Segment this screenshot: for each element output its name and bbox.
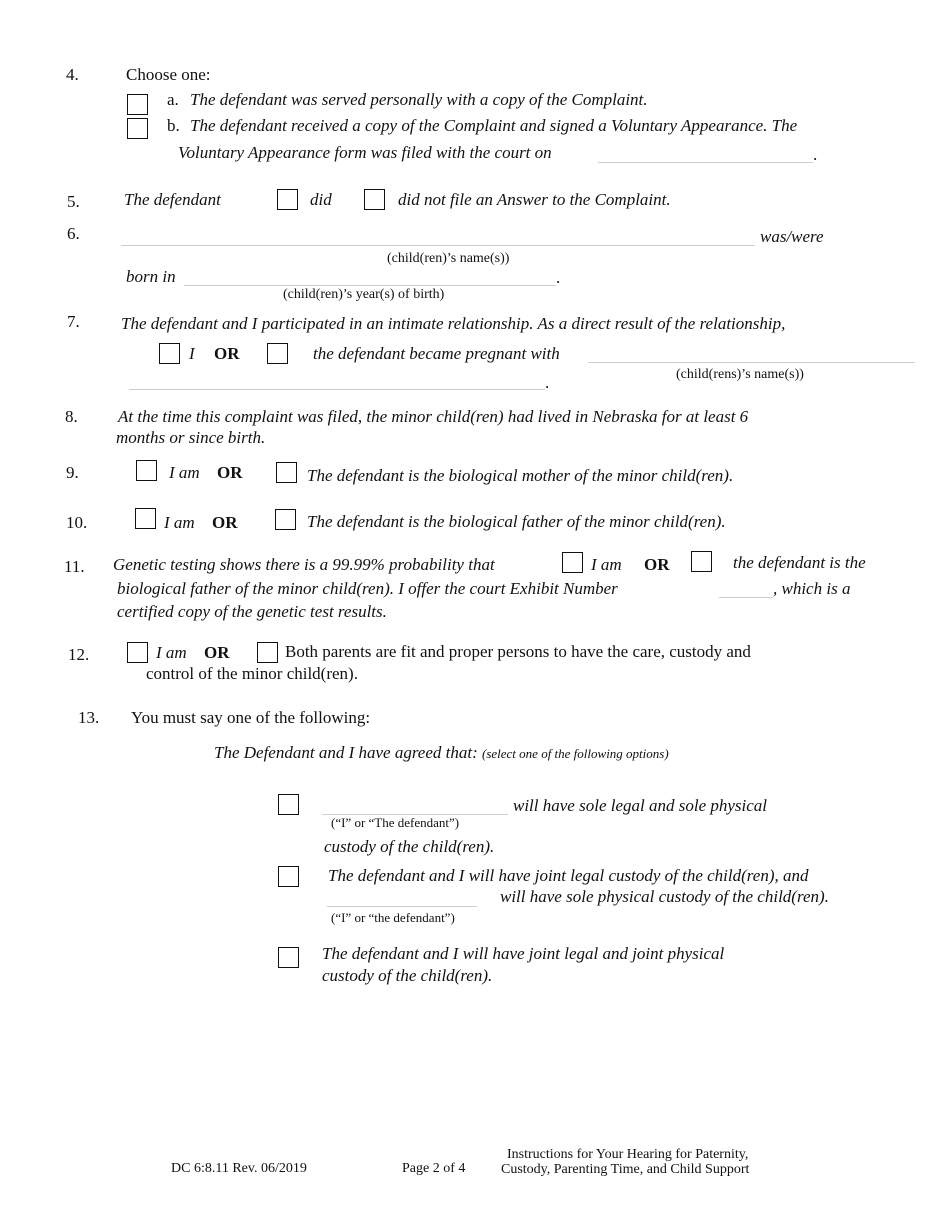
item-10-i-am-label: I am [164, 513, 195, 532]
custody-option-2-caption: (“I” or “the defendant”) [331, 910, 455, 925]
item-11-line2-end: , which is a [773, 579, 851, 598]
item-11-or: OR [644, 555, 670, 574]
item-4a-text: The defendant was served personally with a copy of the Complaint. [190, 90, 648, 109]
item-12-or: OR [204, 643, 230, 662]
item-11-i-am-label: I am [591, 555, 622, 574]
item-4-prompt: Choose one: [126, 65, 211, 84]
item-13-number: 13. [78, 708, 100, 727]
item-11-exhibit-number-field[interactable] [719, 597, 773, 598]
custody-option-1-line2: custody of the child(ren). [324, 837, 495, 856]
item-4b-date-field[interactable] [598, 162, 813, 163]
item-11-defendant-checkbox[interactable] [691, 551, 712, 572]
item-10-text: The defendant is the biological father of the minor child(ren). [307, 512, 726, 531]
item-5-did-not-label: did not file an Answer to the Complaint. [398, 190, 671, 209]
item-5-number: 5. [67, 192, 80, 211]
custody-option-1-text: will have sole legal and sole physical [513, 796, 768, 815]
footer-form-id: DC 6:8.11 Rev. 06/2019 [171, 1161, 307, 1176]
footer-page-number: Page 2 of 4 [402, 1161, 466, 1176]
item-13-agreed-line [214, 743, 669, 763]
custody-option-1-checkbox[interactable] [278, 794, 299, 815]
custody-option-1-caption: (“I” or “The defendant”) [331, 815, 460, 830]
item-6-waswere: was/were [760, 227, 824, 246]
custody-option-3-line1: The defendant and I will have joint legal and joint physical [322, 944, 725, 963]
item-9-number: 9. [66, 463, 79, 482]
item-4a-letter: a. [167, 90, 179, 109]
item-11-line3: certified copy of the genetic test results. [117, 602, 387, 621]
item-11-number: 11. [64, 557, 85, 576]
item-7-i-label: I [189, 344, 195, 363]
custody-option-2-party-field[interactable] [327, 906, 477, 907]
item-9-or: OR [217, 463, 243, 482]
item-7-period: . [545, 373, 550, 392]
item-5-lead: The defendant [124, 190, 221, 209]
item-9-defendant-checkbox[interactable] [276, 462, 297, 483]
item-6-names-caption: (child(ren)’s name(s)) [387, 251, 510, 266]
item-7-child-names-field[interactable] [588, 362, 915, 363]
item-5-did-checkbox[interactable] [277, 189, 298, 210]
item-10-or: OR [212, 513, 238, 532]
item-6-number: 6. [67, 224, 80, 243]
item-7-number: 7. [67, 312, 80, 331]
custody-option-3-checkbox[interactable] [278, 947, 299, 968]
item-13-agreed: The Defendant and I have agreed that: [214, 743, 478, 762]
item-4b-checkbox[interactable] [127, 118, 148, 139]
item-7-or: OR [214, 344, 240, 363]
item-6-children-names-field[interactable] [121, 245, 755, 246]
item-5-did-not-checkbox[interactable] [364, 189, 385, 210]
item-12-line2: control of the minor child(ren). [146, 664, 358, 683]
item-4b-period: . [813, 145, 818, 164]
item-11-i-am-checkbox[interactable] [562, 552, 583, 573]
item-12-i-am-checkbox[interactable] [127, 642, 148, 663]
item-7-i-checkbox[interactable] [159, 343, 180, 364]
footer-title-line1: Instructions for Your Hearing for Paternity, [507, 1147, 749, 1162]
item-8-line1: At the time this complaint was filed, the minor child(ren) had lived in Nebraska for at least 6 [118, 407, 749, 426]
item-4b-letter: b. [167, 116, 180, 135]
item-12-i-am-label: I am [156, 643, 187, 662]
item-11-defendant-label: the defendant is the [733, 553, 866, 572]
custody-option-2-line2: will have sole physical custody of the child(ren). [500, 887, 829, 906]
item-7-defendant-checkbox[interactable] [267, 343, 288, 364]
item-10-number: 10. [66, 513, 88, 532]
item-8-line2: months or since birth. [116, 428, 266, 447]
item-4b-text: The defendant received a copy of the Complaint and signed a Voluntary Appearance. The [190, 116, 798, 135]
item-11-line2: biological father of the minor child(ren). I offer the court Exhibit Number [117, 579, 618, 598]
item-10-defendant-checkbox[interactable] [275, 509, 296, 530]
item-5-did-label: did [310, 190, 332, 209]
custody-option-2-line1: The defendant and I will have joint legal custody of the child(ren), and [328, 866, 809, 885]
item-4a-checkbox[interactable] [127, 94, 148, 115]
item-7-child-names-field-2[interactable] [129, 389, 545, 390]
footer-title-line2: Custody, Parenting Time, and Child Support [501, 1162, 750, 1177]
item-6-born-in: born in [126, 267, 176, 286]
custody-option-3-line2: custody of the child(ren). [322, 966, 493, 985]
item-4-number: 4. [66, 65, 79, 84]
custody-option-2-checkbox[interactable] [278, 866, 299, 887]
item-9-i-am-label: I am [169, 463, 200, 482]
item-6-years-caption: (child(ren)’s year(s) of birth) [283, 287, 445, 302]
item-13-prompt: You must say one of the following: [131, 708, 371, 727]
item-11-line1: Genetic testing shows there is a 99.99% probability that [113, 555, 495, 574]
item-8-number: 8. [65, 407, 78, 426]
item-7-defendant-label: the defendant became pregnant with [313, 344, 560, 363]
item-12-both-checkbox[interactable] [257, 642, 278, 663]
item-9-i-am-checkbox[interactable] [136, 460, 157, 481]
item-4b-text-line2: Voluntary Appearance form was filed with the court on [178, 143, 552, 162]
item-13-select-note: (select one of the following options) [482, 746, 669, 761]
item-6-period: . [556, 268, 561, 287]
item-12-number: 12. [68, 645, 90, 664]
item-12-text: Both parents are fit and proper persons to have the care, custody and [285, 642, 751, 661]
item-9-text: The defendant is the biological mother of the minor child(ren). [307, 466, 734, 485]
item-10-i-am-checkbox[interactable] [135, 508, 156, 529]
item-7-names-caption: (child(rens)’s name(s)) [676, 367, 804, 382]
item-7-text: The defendant and I participated in an intimate relationship. As a direct result of the relationship, [121, 314, 786, 333]
item-6-birth-years-field[interactable] [184, 285, 556, 286]
